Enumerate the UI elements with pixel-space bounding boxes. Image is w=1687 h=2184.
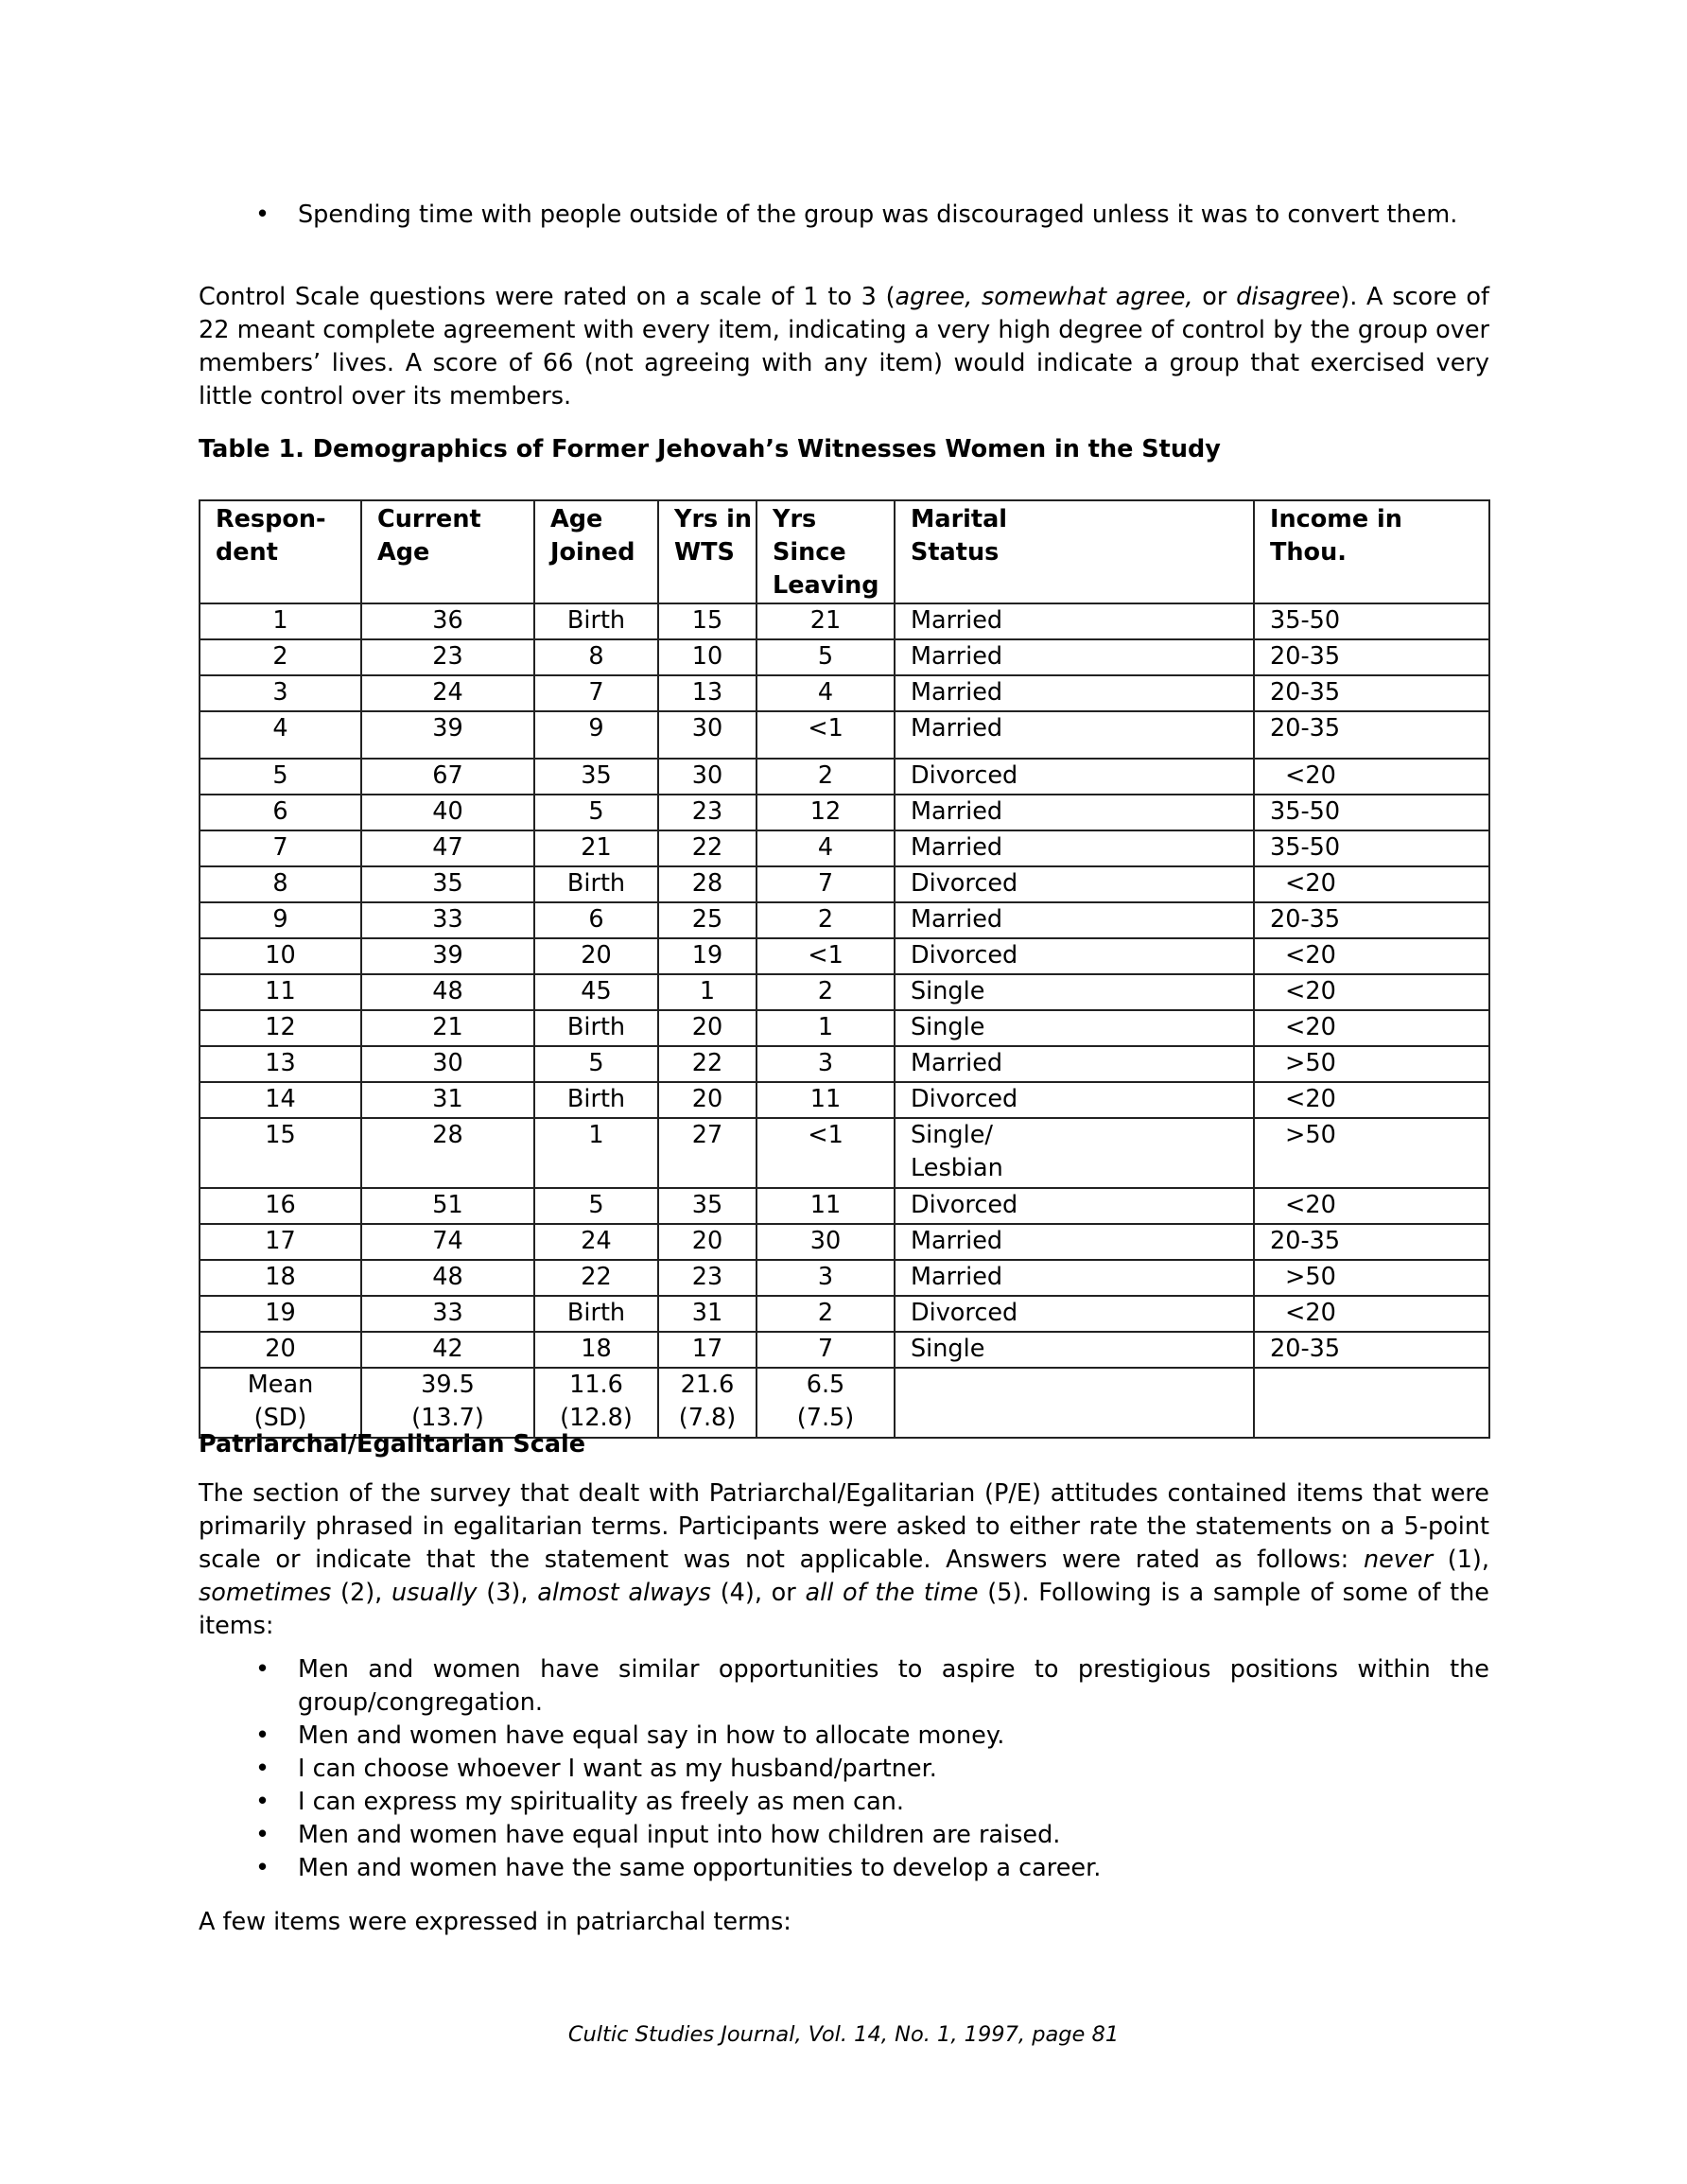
table-cell: 1 bbox=[658, 974, 757, 1010]
table-row bbox=[200, 938, 1489, 974]
table-row bbox=[200, 759, 1489, 795]
table-cell: 3 bbox=[757, 1046, 895, 1082]
table-cell: 48 bbox=[361, 974, 534, 1010]
paragraph-italic: disagree bbox=[1236, 283, 1341, 311]
table-row bbox=[200, 866, 1489, 902]
table-cell: Divorced bbox=[895, 1296, 1254, 1332]
table-cell: 5 bbox=[534, 1046, 658, 1082]
closing-text: A few items were expressed in patriarchal terms: bbox=[199, 1908, 791, 1936]
table-row bbox=[200, 1296, 1489, 1332]
table-cell: 20-35 bbox=[1254, 1224, 1489, 1260]
table-cell: Married bbox=[895, 711, 1254, 759]
table-cell: 23 bbox=[361, 639, 534, 675]
summary-cell bbox=[534, 1368, 658, 1438]
column-header-line: Respon- bbox=[216, 505, 326, 533]
table-cell: 20 bbox=[534, 938, 658, 974]
table-cell: 30 bbox=[658, 759, 757, 795]
table-cell: Single bbox=[895, 1332, 1254, 1368]
table-cell: 7 bbox=[534, 675, 658, 711]
bullet-icon: • bbox=[255, 1788, 270, 1816]
column-header-line: Yrs Since bbox=[773, 505, 846, 567]
bullet-icon: • bbox=[255, 1854, 270, 1882]
column-header-line: Status bbox=[911, 538, 1000, 567]
table-row bbox=[200, 830, 1489, 866]
bullet-text: Men and women have equal say in how to allocate money. bbox=[298, 1721, 1005, 1750]
table-cell: 4 bbox=[757, 675, 895, 711]
table-cell: <20 bbox=[1254, 1010, 1489, 1046]
table-cell: 36 bbox=[361, 603, 534, 639]
table-row bbox=[200, 1224, 1489, 1260]
summary-value: (7.8) bbox=[678, 1404, 737, 1432]
table-cell: 20-35 bbox=[1254, 711, 1489, 759]
column-header-line: Age bbox=[377, 538, 430, 567]
column-header-line: Marital bbox=[911, 505, 1008, 533]
summary-cell bbox=[200, 1368, 361, 1438]
table-cell: 20 bbox=[200, 1332, 361, 1368]
bullet-icon: • bbox=[255, 1655, 270, 1684]
paragraph-text: The section of the survey that dealt with Patriarchal/Egalitarian (P/E) attitudes contained items that were primarily phrased in egalitarian terms. Participants were asked to either rate the statements on a 5-point scale or indicate that the statement was not applicable. Answers were rated as follows: bbox=[199, 1479, 1489, 1574]
table-row bbox=[200, 1260, 1489, 1296]
table-cell: 40 bbox=[361, 795, 534, 830]
table-cell: 2 bbox=[757, 902, 895, 938]
table-cell: 7 bbox=[200, 830, 361, 866]
section-heading: Patriarchal/Egalitarian Scale bbox=[199, 1430, 586, 1459]
column-header-line: Joined bbox=[550, 538, 635, 567]
table-cell: 21 bbox=[757, 603, 895, 639]
bullet-text: I can express my spirituality as freely as men can. bbox=[298, 1788, 904, 1816]
table-cell: 17 bbox=[658, 1332, 757, 1368]
column-header-line: Thou. bbox=[1270, 538, 1347, 567]
column-header-line: Yrs in bbox=[674, 505, 752, 533]
table-cell: 12 bbox=[200, 1010, 361, 1046]
table-cell: 10 bbox=[658, 639, 757, 675]
paragraph-italic: agree, somewhat agree, bbox=[895, 283, 1193, 311]
summary-value: 6.5 bbox=[806, 1371, 845, 1399]
table-cell: Married bbox=[895, 902, 1254, 938]
scale-label: usually bbox=[391, 1579, 478, 1607]
table-cell: 28 bbox=[361, 1118, 534, 1188]
column-header-line: dent bbox=[216, 538, 278, 567]
table-cell: 9 bbox=[534, 711, 658, 759]
table-cell: Single bbox=[895, 1010, 1254, 1046]
table-cell: 6 bbox=[534, 902, 658, 938]
table-cell: Married bbox=[895, 1260, 1254, 1296]
scale-value: (2), bbox=[331, 1579, 392, 1607]
column-header-line: Age bbox=[550, 505, 603, 533]
summary-cell bbox=[658, 1368, 757, 1438]
table-cell: 11 bbox=[757, 1082, 895, 1118]
column-header-line: Income in bbox=[1270, 505, 1402, 533]
bullet-text: Spending time with people outside of the group was discouraged unless it was to convert them. bbox=[298, 201, 1458, 229]
column-header bbox=[895, 500, 1254, 603]
table-cell: Birth bbox=[534, 1082, 658, 1118]
table-cell: 30 bbox=[658, 711, 757, 759]
bullet-item bbox=[199, 199, 1489, 232]
table-cell: Divorced bbox=[895, 866, 1254, 902]
column-header bbox=[1254, 500, 1489, 603]
table-cell: 23 bbox=[658, 1260, 757, 1296]
table-cell: Divorced bbox=[895, 938, 1254, 974]
column-header-line: Leaving bbox=[773, 571, 879, 600]
table-cell: 35-50 bbox=[1254, 795, 1489, 830]
summary-value: 11.6 bbox=[569, 1371, 623, 1399]
table-cell: 35 bbox=[361, 866, 534, 902]
table-cell: 35-50 bbox=[1254, 830, 1489, 866]
table-cell: Married bbox=[895, 830, 1254, 866]
table-cell: 15 bbox=[658, 603, 757, 639]
summary-cell bbox=[757, 1368, 895, 1438]
table-cell: 2 bbox=[757, 974, 895, 1010]
table-cell: 42 bbox=[361, 1332, 534, 1368]
table-cell: Married bbox=[895, 603, 1254, 639]
table-cell: 22 bbox=[534, 1260, 658, 1296]
column-header-line: WTS bbox=[674, 538, 735, 567]
table-cell: 22 bbox=[658, 1046, 757, 1082]
paragraph-text: Control Scale questions were rated on a scale of 1 to 3 ( bbox=[199, 283, 896, 311]
table-cell: 7 bbox=[757, 866, 895, 902]
table-cell: 31 bbox=[361, 1082, 534, 1118]
table-cell: 22 bbox=[658, 830, 757, 866]
summary-value: (SD) bbox=[253, 1404, 307, 1432]
table-cell: 5 bbox=[757, 639, 895, 675]
table-cell: 8 bbox=[200, 866, 361, 902]
column-header bbox=[534, 500, 658, 603]
table-cell: 20 bbox=[658, 1010, 757, 1046]
table-cell: 31 bbox=[658, 1296, 757, 1332]
top-bullet-list bbox=[199, 199, 1489, 232]
table-row bbox=[200, 1118, 1489, 1188]
page-footer: Cultic Studies Journal, Vol. 14, No. 1, 1997, page 81 bbox=[567, 2022, 1120, 2047]
table-cell: <20 bbox=[1254, 1188, 1489, 1224]
summary-value: 21.6 bbox=[680, 1371, 735, 1399]
table-cell: Divorced bbox=[895, 759, 1254, 795]
table-cell: 3 bbox=[200, 675, 361, 711]
table-cell: 21 bbox=[361, 1010, 534, 1046]
table-cell: Single bbox=[895, 974, 1254, 1010]
scale-value: (5). Following is a sample of some of the items: bbox=[199, 1579, 1489, 1640]
column-header bbox=[658, 500, 757, 603]
table-cell: 30 bbox=[757, 1224, 895, 1260]
summary-row bbox=[200, 1368, 1489, 1438]
scale-value: (4), or bbox=[710, 1579, 806, 1607]
pe-bullet-list bbox=[199, 1653, 1489, 1885]
table-row bbox=[200, 1332, 1489, 1368]
table-cell: 48 bbox=[361, 1260, 534, 1296]
column-header bbox=[361, 500, 534, 603]
table-cell: 14 bbox=[200, 1082, 361, 1118]
table-row bbox=[200, 675, 1489, 711]
scale-label: never bbox=[1363, 1546, 1434, 1574]
scale-label: sometimes bbox=[199, 1579, 332, 1607]
table-cell: 35 bbox=[658, 1188, 757, 1224]
bullet-item bbox=[199, 1720, 1489, 1753]
table-cell: Single/ Lesbian bbox=[895, 1118, 1254, 1188]
table-cell: 35-50 bbox=[1254, 603, 1489, 639]
summary-value: (12.8) bbox=[560, 1404, 633, 1432]
table-cell: 2 bbox=[757, 1296, 895, 1332]
scale-label: almost always bbox=[537, 1579, 711, 1607]
table-cell: 1 bbox=[534, 1118, 658, 1188]
table-cell: 20-35 bbox=[1254, 675, 1489, 711]
table-row bbox=[200, 1188, 1489, 1224]
table-row bbox=[200, 1010, 1489, 1046]
table-cell: Divorced bbox=[895, 1188, 1254, 1224]
table-row bbox=[200, 1046, 1489, 1082]
table-cell: 1 bbox=[200, 603, 361, 639]
table-cell: 18 bbox=[200, 1260, 361, 1296]
table-cell: 35 bbox=[534, 759, 658, 795]
table-cell: 13 bbox=[658, 675, 757, 711]
table-cell: Married bbox=[895, 795, 1254, 830]
bullet-icon: • bbox=[255, 1721, 270, 1750]
control-scale-paragraph bbox=[199, 281, 1489, 413]
table-cell: 21 bbox=[534, 830, 658, 866]
table-row bbox=[200, 902, 1489, 938]
table-cell: <20 bbox=[1254, 1082, 1489, 1118]
table-cell: Birth bbox=[534, 1010, 658, 1046]
table-cell: 17 bbox=[200, 1224, 361, 1260]
table-cell: Divorced bbox=[895, 1082, 1254, 1118]
bullet-text: Men and women have similar opportunities to aspire to prestigious positions within the group/congregation. bbox=[298, 1655, 1489, 1717]
table-cell: 74 bbox=[361, 1224, 534, 1260]
bullet-icon: • bbox=[255, 1821, 270, 1849]
table-cell: 20-35 bbox=[1254, 1332, 1489, 1368]
table-cell: 47 bbox=[361, 830, 534, 866]
table-cell: 5 bbox=[534, 795, 658, 830]
table-cell: <20 bbox=[1254, 974, 1489, 1010]
bullet-icon: • bbox=[255, 201, 270, 229]
demographics-table bbox=[199, 499, 1490, 1439]
table-cell: 4 bbox=[757, 830, 895, 866]
table-cell: >50 bbox=[1254, 1046, 1489, 1082]
table-cell: Birth bbox=[534, 866, 658, 902]
table-cell: Married bbox=[895, 639, 1254, 675]
table-cell: 3 bbox=[757, 1260, 895, 1296]
pe-paragraph bbox=[199, 1477, 1489, 1643]
table-cell: 15 bbox=[200, 1118, 361, 1188]
table-cell: 51 bbox=[361, 1188, 534, 1224]
scale-label: all of the time bbox=[805, 1579, 979, 1607]
table-cell: 11 bbox=[200, 974, 361, 1010]
table-cell: Married bbox=[895, 1224, 1254, 1260]
table-row bbox=[200, 639, 1489, 675]
table-cell: 28 bbox=[658, 866, 757, 902]
table-header-row bbox=[200, 500, 1489, 603]
table-cell: 45 bbox=[534, 974, 658, 1010]
summary-value: (7.5) bbox=[796, 1404, 855, 1432]
table-cell: 20 bbox=[658, 1082, 757, 1118]
table-cell: 30 bbox=[361, 1046, 534, 1082]
column-header bbox=[200, 500, 361, 603]
table-cell: >50 bbox=[1254, 1260, 1489, 1296]
table-cell: 11 bbox=[757, 1188, 895, 1224]
column-header bbox=[757, 500, 895, 603]
table-row bbox=[200, 711, 1489, 759]
scale-value: (3), bbox=[477, 1579, 538, 1607]
table-cell: 13 bbox=[200, 1046, 361, 1082]
bullet-icon: • bbox=[255, 1755, 270, 1783]
paragraph-text: ). A score of 22 meant complete agreement with every item, indicating a very high degree of control by the group over members’ lives. A score of 66 (not agreeing with any item) would indicate a group that exercised very little control over its members. bbox=[199, 283, 1490, 411]
table-cell: 27 bbox=[658, 1118, 757, 1188]
table-cell: Married bbox=[895, 1046, 1254, 1082]
scale-value: (1), bbox=[1433, 1546, 1489, 1574]
bullet-text: I can choose whoever I want as my husband/partner. bbox=[298, 1755, 937, 1783]
table-cell: 2 bbox=[200, 639, 361, 675]
bullet-item bbox=[199, 1786, 1489, 1819]
table-cell: 39 bbox=[361, 711, 534, 759]
table-cell: 7 bbox=[757, 1332, 895, 1368]
bullet-item bbox=[199, 1819, 1489, 1852]
table-cell: <1 bbox=[757, 938, 895, 974]
table-cell: 24 bbox=[361, 675, 534, 711]
table-cell: 18 bbox=[534, 1332, 658, 1368]
table-row bbox=[200, 974, 1489, 1010]
table-cell: 16 bbox=[200, 1188, 361, 1224]
table-row bbox=[200, 795, 1489, 830]
bullet-item bbox=[199, 1653, 1489, 1720]
summary-value: (13.7) bbox=[411, 1404, 484, 1432]
table-cell: 23 bbox=[658, 795, 757, 830]
table-cell: 2 bbox=[757, 759, 895, 795]
table-cell: <1 bbox=[757, 1118, 895, 1188]
table-cell: 20 bbox=[658, 1224, 757, 1260]
table-cell: 9 bbox=[200, 902, 361, 938]
table-cell: Married bbox=[895, 675, 1254, 711]
summary-cell bbox=[361, 1368, 534, 1438]
table-cell: 1 bbox=[757, 1010, 895, 1046]
bullet-item bbox=[199, 1753, 1489, 1786]
table-cell: <20 bbox=[1254, 938, 1489, 974]
table-cell: <20 bbox=[1254, 759, 1489, 795]
table-cell: Birth bbox=[534, 603, 658, 639]
column-header-line: Current bbox=[377, 505, 481, 533]
table-cell: <20 bbox=[1254, 1296, 1489, 1332]
table-cell: 20-35 bbox=[1254, 639, 1489, 675]
table-cell: 19 bbox=[200, 1296, 361, 1332]
table-cell: 4 bbox=[200, 711, 361, 759]
bullet-text: Men and women have equal input into how children are raised. bbox=[298, 1821, 1061, 1849]
bullet-item bbox=[199, 1852, 1489, 1885]
table-cell: 12 bbox=[757, 795, 895, 830]
table-cell: >50 bbox=[1254, 1118, 1489, 1188]
table-cell: 67 bbox=[361, 759, 534, 795]
table-cell: 5 bbox=[534, 1188, 658, 1224]
table-cell: <20 bbox=[1254, 866, 1489, 902]
table-cell: 39 bbox=[361, 938, 534, 974]
table-cell: 6 bbox=[200, 795, 361, 830]
table-cell: 8 bbox=[534, 639, 658, 675]
table-row bbox=[200, 1082, 1489, 1118]
table-cell: 5 bbox=[200, 759, 361, 795]
summary-value: Mean bbox=[247, 1371, 314, 1399]
table-cell: 19 bbox=[658, 938, 757, 974]
table-row bbox=[200, 603, 1489, 639]
table-cell: Birth bbox=[534, 1296, 658, 1332]
table-cell: <1 bbox=[757, 711, 895, 759]
summary-value: 39.5 bbox=[421, 1371, 475, 1399]
table-cell: 10 bbox=[200, 938, 361, 974]
table-cell: 33 bbox=[361, 1296, 534, 1332]
summary-cell-empty bbox=[895, 1368, 1254, 1438]
bullet-text: Men and women have the same opportunities to develop a career. bbox=[298, 1854, 1102, 1882]
table-cell: 25 bbox=[658, 902, 757, 938]
table-cell: 33 bbox=[361, 902, 534, 938]
paragraph-text: or bbox=[1192, 283, 1237, 311]
summary-cell-empty bbox=[1254, 1368, 1489, 1438]
table-cell: 24 bbox=[534, 1224, 658, 1260]
table-title: Table 1. Demographics of Former Jehovah’s Witnesses Women in the Study bbox=[199, 435, 1221, 463]
table-cell: 20-35 bbox=[1254, 902, 1489, 938]
